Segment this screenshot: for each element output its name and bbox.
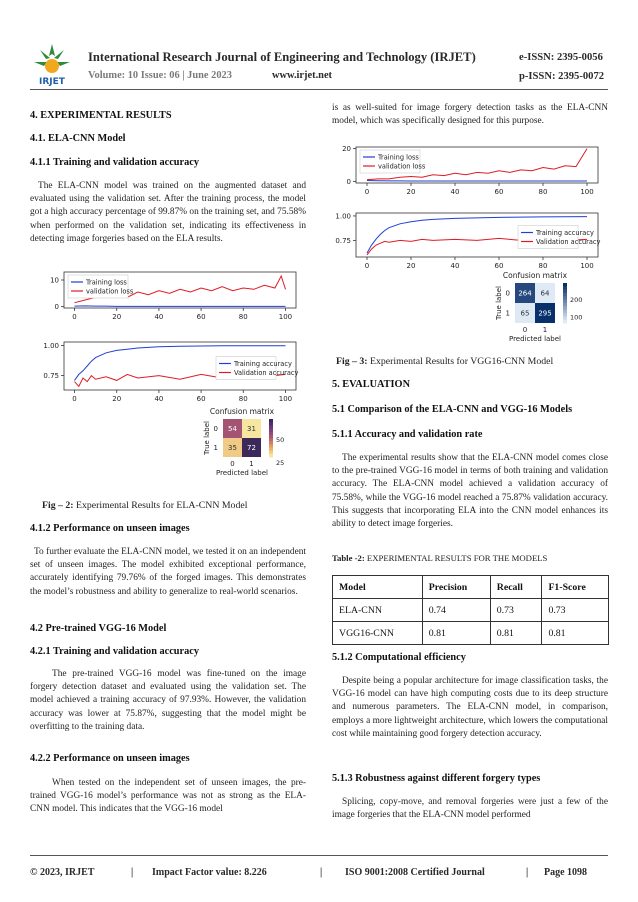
- table-cell: ELA-CNN: [333, 599, 423, 622]
- pissn: p-ISSN: 2395-0072: [519, 71, 605, 82]
- cm-xlabel: Predicted label: [508, 335, 562, 343]
- legend-label: validation loss: [378, 162, 426, 171]
- figure-caption: [42, 500, 247, 511]
- x-tick-label: 100: [278, 313, 293, 321]
- x-tick-label: 20: [112, 313, 122, 321]
- paragraph: The experimental results show that the ELA-CNN model comes close to the pre-trained VGG-16 model in terms of both training and validation accuracy. The ELA-CNN model achieved a validation accuracy of 75.58%, while the VGG-16 model reached a 75.87% validation accuracy. This suggests that incorporating ELA into the CNN model enhances its ability to detect image forgeries.: [332, 453, 608, 530]
- cm-value: 35: [228, 444, 237, 452]
- table-title: EXPERIMENTAL RESULTS FOR THE MODELS: [364, 553, 548, 563]
- journal-title: International Research Journal of Engineering and Technology (IRJET): [88, 50, 476, 64]
- legend-label: Validation accuracy: [536, 238, 601, 246]
- colorbar-segment: [269, 448, 273, 452]
- table-cell: VGG16-CNN: [333, 622, 423, 645]
- cm-row-label: 0: [505, 289, 510, 298]
- footer-separator: |: [131, 867, 134, 878]
- paragraph: Despite being a popular architecture for image classification tasks, the VGG-16 model can have high computing costs due to its deep structure and numerous parameters. The ELA-CNN model, in comparison, employs a more lightweight architecture, which lowers the computational cost while maintaining good forgery detection accuracy.: [332, 676, 608, 739]
- cm-value: 295: [538, 309, 552, 318]
- x-tick-label: 0: [364, 188, 370, 196]
- table-cell: 0.74: [422, 599, 490, 622]
- colorbar-segment: [269, 429, 273, 433]
- table-cell: 0.81: [490, 622, 542, 645]
- x-tick-label: 60: [196, 395, 206, 403]
- x-tick-label: 100: [580, 262, 594, 270]
- section-heading: 4. EXPERIMENTAL RESULTS: [30, 110, 172, 121]
- x-tick-label: 20: [112, 395, 122, 403]
- section-heading: 4.1.1 Training and validation accuracy: [30, 157, 199, 168]
- colorbar-segment: [563, 290, 567, 294]
- paragraph: is as well-suited for image forgery detection tasks as the ELA-CNN model, which was specifically designed for this purpose.: [332, 103, 608, 127]
- colorbar-segment: [269, 451, 273, 455]
- colorbar-segment: [269, 425, 273, 429]
- figure-caption: [336, 356, 553, 367]
- legend-label: validation loss: [86, 287, 134, 296]
- section-heading: 4.2.1 Training and validation accuracy: [30, 646, 199, 657]
- legend-label: Validation accuracy: [234, 369, 299, 377]
- cm-col-label: 0: [230, 460, 235, 468]
- x-tick-label: 40: [154, 313, 164, 321]
- y-tick-label: 0.75: [43, 372, 59, 381]
- cm-value: 65: [520, 309, 530, 318]
- paragraph: The pre-trained VGG-16 model was fine-tuned on the image forgery detection dataset and evaluated using the validation set. The model achieved a training accuracy of 97.93%. However, the validation accuracy was lower at 75.87%, suggesting that the model might be overfitting to the training data.: [30, 669, 306, 732]
- section-heading: 4.2.2 Performance on unseen images: [30, 753, 190, 764]
- table-cell: 0.81: [542, 622, 609, 645]
- colorbar-segment: [563, 316, 567, 320]
- cm-row-label: 1: [213, 444, 218, 452]
- fig3-text: Experimental Results for VGG16-CNN Model: [367, 356, 554, 367]
- table-cell: 0.81: [422, 622, 490, 645]
- results-table: [332, 575, 609, 645]
- cm-value: 72: [247, 444, 256, 452]
- colorbar-segment: [563, 286, 567, 290]
- paragraph: To further evaluate the ELA-CNN model, we tested it on an independent set of unseen images. The model exhibited exceptional performance, accurately identifying 79.76% of the forged images. This demonstrates the model’s robustness and ability to generalize to real-world scenarios.: [30, 547, 306, 597]
- section-heading: 4.1.2 Performance on unseen images: [30, 523, 190, 534]
- colorbar-segment: [563, 303, 567, 307]
- vgg16-figure: [332, 143, 608, 348]
- x-tick-label: 40: [154, 395, 164, 403]
- x-tick-label: 0: [364, 262, 370, 270]
- x-tick-label: 20: [406, 262, 416, 270]
- x-tick-label: 40: [450, 262, 460, 270]
- section-heading: 5.1.3 Robustness against different forgery types: [332, 773, 541, 784]
- table-label: Table -2:: [332, 553, 365, 563]
- vgg-confusion-matrix: [495, 271, 582, 343]
- paragraph: When tested on the independent set of unseen images, the pre-trained VGG-16 model’s performance was not as strong as the ELA-CNN model. This indicates that the VGG-16 model: [30, 778, 306, 815]
- cm-value: 31: [247, 425, 256, 433]
- header-cell: Precision: [422, 576, 490, 599]
- fig2-text: Experimental Results for ELA-CNN Model: [73, 500, 248, 511]
- colorbar-segment: [563, 306, 567, 310]
- colorbar-segment: [269, 438, 273, 442]
- vgg-accuracy-chart: [335, 212, 600, 270]
- fig2-label: Fig – 2:: [42, 500, 74, 511]
- table-cell: 0.73: [542, 599, 609, 622]
- table-caption: [332, 553, 547, 563]
- colorbar-tick-label: 100: [570, 313, 583, 322]
- x-tick-label: 80: [238, 395, 248, 403]
- colorbar-segment: [269, 419, 273, 423]
- colorbar-segment: [563, 293, 567, 297]
- x-tick-label: 40: [450, 188, 460, 196]
- x-tick-label: 0: [72, 395, 77, 403]
- volume-issue: Volume: 10 Issue: 06 | June 2023: [88, 70, 232, 81]
- series-line: [75, 306, 286, 307]
- colorbar-tick-label: 200: [570, 295, 583, 304]
- section-heading: 5. EVALUATION: [332, 379, 411, 390]
- colorbar-segment: [269, 432, 273, 436]
- colorbar-segment: [269, 441, 273, 445]
- footer-separator: |: [526, 867, 529, 878]
- vgg-loss-chart: [342, 145, 598, 196]
- x-tick-label: 60: [196, 313, 206, 321]
- ela-accuracy-chart: [43, 342, 298, 403]
- eissn: e-ISSN: 2395-0056: [519, 52, 603, 63]
- header-cell: Recall: [490, 576, 542, 599]
- y-tick-label: 1.00: [43, 342, 59, 351]
- cm-xlabel: Predicted label: [215, 469, 269, 477]
- colorbar-segment: [563, 310, 567, 314]
- cm-col-label: 0: [522, 326, 528, 334]
- y-tick-label: 0: [346, 177, 351, 186]
- footer-copyright: © 2023, IRJET: [30, 867, 95, 878]
- colorbar-segment: [269, 422, 273, 426]
- header-rule: [30, 89, 608, 90]
- header-cell: Model: [333, 576, 423, 599]
- cm-ylabel: True label: [495, 285, 503, 321]
- cm-title: Confusion matrix: [502, 271, 568, 280]
- y-tick-label: 0.75: [335, 236, 351, 245]
- colorbar-segment: [563, 313, 567, 317]
- cm-title: Confusion matrix: [209, 407, 275, 416]
- fig3-label: Fig – 3:: [336, 356, 368, 367]
- colorbar-segment: [269, 444, 273, 448]
- cm-value: 54: [228, 425, 237, 433]
- table-row: [333, 622, 609, 645]
- colorbar-segment: [563, 300, 567, 304]
- legend-label: Training accuracy: [536, 229, 594, 237]
- section-heading: 5.1.2 Computational efficiency: [332, 652, 466, 663]
- colorbar-segment: [269, 454, 273, 458]
- footer-separator: |: [320, 867, 323, 878]
- legend-label: Training accuracy: [234, 360, 292, 368]
- colorbar-segment: [563, 283, 567, 287]
- footer-page: Page 1098: [544, 867, 588, 878]
- colorbar-tick-label: 50: [276, 435, 285, 444]
- legend-label: Training loss: [378, 153, 419, 162]
- x-tick-label: 0: [72, 313, 77, 321]
- section-heading: 5.1.1 Accuracy and validation rate: [332, 429, 483, 440]
- x-tick-label: 60: [494, 188, 504, 196]
- cm-ylabel: True label: [203, 420, 211, 456]
- colorbar-segment: [269, 435, 273, 439]
- cm-row-label: 1: [505, 309, 510, 318]
- colorbar-segment: [563, 320, 567, 324]
- table-header-row: [333, 576, 609, 599]
- paragraph: The ELA-CNN model was trained on the augmented dataset and evaluated using the validation set. After the training process, the model got a high accuracy percentage of 99.87% on the training set, and 75.58% when performed on the validation set, indicating its effectiveness in detecting image forgeries based on the ELA results.: [30, 181, 306, 244]
- footer-rule: [30, 855, 608, 856]
- x-tick-label: 20: [406, 188, 416, 196]
- colorbar-segment: [563, 296, 567, 300]
- ela-confusion-matrix: [203, 407, 284, 477]
- journal-website[interactable]: www.irjet.net: [272, 70, 333, 81]
- cm-row-label: 0: [213, 425, 218, 433]
- x-tick-label: 80: [538, 262, 548, 270]
- section-heading: 4.1. ELA-CNN Model: [30, 133, 126, 144]
- y-tick-label: 10: [50, 276, 59, 285]
- cm-value: 64: [540, 289, 550, 298]
- table-row: [333, 599, 609, 622]
- section-heading: 5.1 Comparison of the ELA-CNN and VGG-16 Models: [332, 404, 573, 415]
- irjet-logo: [30, 42, 74, 88]
- section-heading: 4.2 Pre-trained VGG-16 Model: [30, 623, 167, 634]
- x-tick-label: 60: [494, 262, 504, 270]
- legend-label: Training loss: [86, 278, 127, 287]
- ela-cnn-figure: [30, 268, 306, 490]
- ela-loss-chart: [50, 272, 296, 321]
- footer-impact-factor: Impact Factor value: 8.226: [152, 867, 267, 878]
- header-cell: F1-Score: [542, 576, 609, 599]
- logo-text: IRJET: [39, 77, 65, 87]
- footer-iso: ISO 9001:2008 Certified Journal: [345, 867, 485, 878]
- cm-col-label: 1: [542, 326, 548, 334]
- x-tick-label: 100: [278, 395, 293, 403]
- x-tick-label: 80: [538, 188, 548, 196]
- y-tick-label: 20: [342, 145, 351, 154]
- table-cell: 0.73: [490, 599, 542, 622]
- paragraph: Splicing, copy-move, and removal forgeries were just a few of the image forgeries that the ELA-CNN model performed: [332, 797, 608, 821]
- x-tick-label: 80: [238, 313, 248, 321]
- cm-col-label: 1: [249, 460, 254, 468]
- series-line: [367, 181, 587, 182]
- cm-value: 264: [518, 289, 532, 298]
- x-tick-label: 100: [580, 188, 594, 196]
- y-tick-label: 0: [54, 303, 59, 312]
- colorbar-tick-label: 25: [276, 459, 285, 468]
- y-tick-label: 1.00: [335, 212, 351, 221]
